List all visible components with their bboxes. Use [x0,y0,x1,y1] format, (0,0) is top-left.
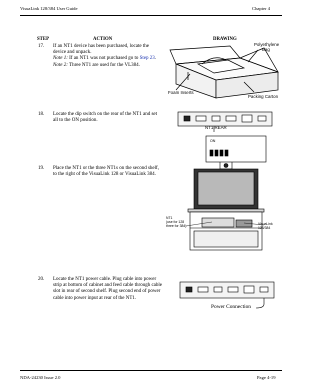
running-header-title: VisuaLink 128/384 User Guide [20,6,78,11]
dip-on-label: ON [210,139,216,143]
cabinet-figure [166,162,278,254]
step-instruction: If an NT1 device has been purchased, locate the device and unpack. [53,44,149,56]
bag-label: Bag [262,47,270,52]
packing-carton-label: Packing Carton [248,94,279,99]
step-number: 19. [38,166,45,171]
nt1-rear-figure [176,110,276,164]
footer-page-number: Page 4-19 [257,375,276,380]
step-number: 18. [38,112,45,117]
nt1-rear-label: NT1 REAR [205,125,227,130]
footer-rule [20,370,282,371]
step-23-link[interactable]: Step 23 [139,56,155,62]
note-text: If an NT1 was not purchased go to [67,56,140,62]
foam-inserts-label: Foam Inserts [168,90,194,95]
running-header-chapter: Chapter 4 [252,6,270,11]
cabinet-nt1-note-3: three for 384) [166,224,187,228]
column-drawing: DRAWING [213,37,237,42]
column-action: ACTION [93,37,113,42]
polyethylene-label: Polyethylene [254,42,280,47]
cabinet-nt1-note-2: (use for 128 [166,220,185,224]
step-number: 20. [38,277,45,282]
cabinet-visualink-note: VisuaLink 128/384 [258,222,273,230]
power-connection-figure [178,280,278,316]
note-text: Three NT1 are used for the VL384. [67,62,140,68]
step-number: 17. [38,44,45,49]
step-text [53,44,163,69]
footer-doc-number: NDA-24230 Issue 2.0 [20,375,61,380]
note-punctuation: . [154,56,157,62]
column-step: STEP [37,37,49,42]
step-text: Place the NT1 or the three NT1s on the second shelf, to the right of the VisuaLink 128 or VisuaLink 384. [53,166,159,178]
step-text: Locate the NT1 power cable. Plug cable into power strip at bottom of cabinet and feed cable through cable slot in rear of second shelf. Plug second end of power cable into power input at rear of the NT1. [53,277,162,301]
power-connection-label: Power Connection [211,304,251,310]
note-label: Note 2: [53,62,68,68]
header-rule [20,15,282,16]
cabinet-nt1-note: NT1 [166,216,173,220]
packing-box-figure [168,42,284,100]
note-label: Note 1: [53,56,68,62]
step-text: Locate the dip switch on the rear of the NT1 and set all to the ON position. [53,112,157,124]
